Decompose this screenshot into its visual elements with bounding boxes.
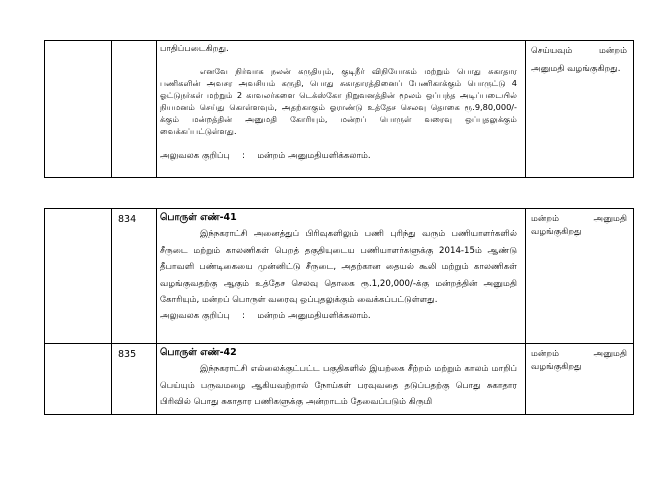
office-note-separator: :: [242, 310, 245, 321]
table-row: [45, 344, 634, 415]
decision-line-1: [531, 45, 627, 58]
item-number: 835: [112, 344, 157, 415]
subject-heading: பொருள் எண்-42: [160, 347, 237, 358]
decision-line-2: வழங்குகிறது: [531, 227, 582, 237]
subject-paragraph: இந்நகராட்சி அனைத்துப் பிரிவுகளிலும் பணி புரிந்து வரும் பணியாளர்களில் சீருடை மற்றும் காலணிகள் பெறத் தகுதியுடைய பணியாளர்களுக்கு 2014-15ம் ஆண்டு தீபாவளி பண்டிகையை முன்னிட்டு சீருடை, அதற்கான தையல் கூலி மற்றும் காலணிகள் வழங்குவதற்கு ஆகும் உத்தேச செலவு தொகை ரூ.1,20,000/-க்கு மன்றத்தின் அனுமதி கோரியும், மன்றப் பொருள் வரைவு ஒப்புதலுக்கும் வைக்கப்பட்டுள்ளது.: [160, 229, 517, 306]
decision-word: அனுமதி: [593, 349, 627, 359]
subject-heading: பொருள் எண்-41: [160, 212, 237, 223]
decision-word: அனுமதி: [593, 214, 627, 224]
subject-cell: [157, 344, 526, 415]
office-note-value: மன்றம் அனுமதியளிக்கலாம்.: [257, 310, 371, 321]
office-note-label: அலுவலக குறிப்பு: [160, 310, 230, 321]
decision-line-2: வழங்குகிறது: [531, 362, 582, 372]
decision-cell: [526, 344, 634, 415]
office-note-separator: :: [242, 150, 245, 161]
subject-cell: [157, 41, 526, 178]
decision-word: மன்றம்: [531, 349, 560, 359]
blank-cell: [45, 344, 112, 415]
decision-word: மன்றம்: [598, 46, 627, 56]
item-number-cell: [112, 41, 157, 178]
office-note: [160, 311, 517, 322]
blank-cell: [45, 209, 112, 344]
office-note-label: அலுவலக குறிப்பு: [160, 150, 230, 161]
decision-cell: [526, 209, 634, 344]
decision-word: மன்றம்: [531, 214, 560, 224]
continuation-text: பாதிப்படைகிறது.: [160, 44, 229, 54]
subject-paragraph: இந்நகராட்சி எல்லைக்குட்பட்ட பகுதிகளில் இயற்கை சீற்றம் மற்றும் காலம் மாறிப் பெய்யும் பருவமழை ஆகியவற்றால் நோய்கள் பரவுவதை தடுப்பதற்கு பொது சுகாதார பிரிவில் பொது சுகாதார பணிகளுக்கு அன்றாடம் தேவைப்படும் கிருமி: [160, 364, 517, 408]
table-row: [45, 209, 634, 344]
office-note-value: மன்றம் அனுமதியளிக்கலாம்.: [257, 150, 371, 161]
minutes-table-continuation: [44, 40, 634, 178]
decision-line-1: [531, 348, 627, 361]
decision-line-2: அனுமதி வழங்குகிறது.: [531, 64, 621, 74]
minutes-table-items: [44, 208, 634, 415]
item-number: 834: [112, 209, 157, 344]
table-row: [45, 41, 634, 178]
decision-line-1: [531, 213, 627, 226]
blank-cell: [45, 41, 112, 178]
office-note: [160, 151, 517, 162]
decision-word: செய்யவும்: [531, 46, 573, 56]
decision-cell: [526, 41, 634, 178]
subject-paragraph: எனவே நிர்வாக நலன் கருதியும், குடிநீர் விநியோகம் மற்றும் பொது சுகாதார பணிகளின் அவசர அவசியம் கருதி, பொது சுகாதாரத்தினைப் பேணிகாக்கும் பொருட்டு 4 ஓட்டுநர்கள் மற்றும் 2 காவலர்களை டெக்ஸ்கோ நிறுவனத்தின் மூலம் ஒப்பந்த அடிப்படையில் நியமனம் செய்து கொள்ளவும், அதற்காகும் ஓராண்டு உத்தேச செலவு தொகை ரூ.9,80,000/-க்கும் மன்றத்தின் அனுமதி கோரியும், மன்றப் பொருள் வரைவு ஒப்புதலுக்கும் வைக்கப்பட்டுள்ளது.: [160, 65, 517, 136]
subject-cell: [157, 209, 526, 344]
